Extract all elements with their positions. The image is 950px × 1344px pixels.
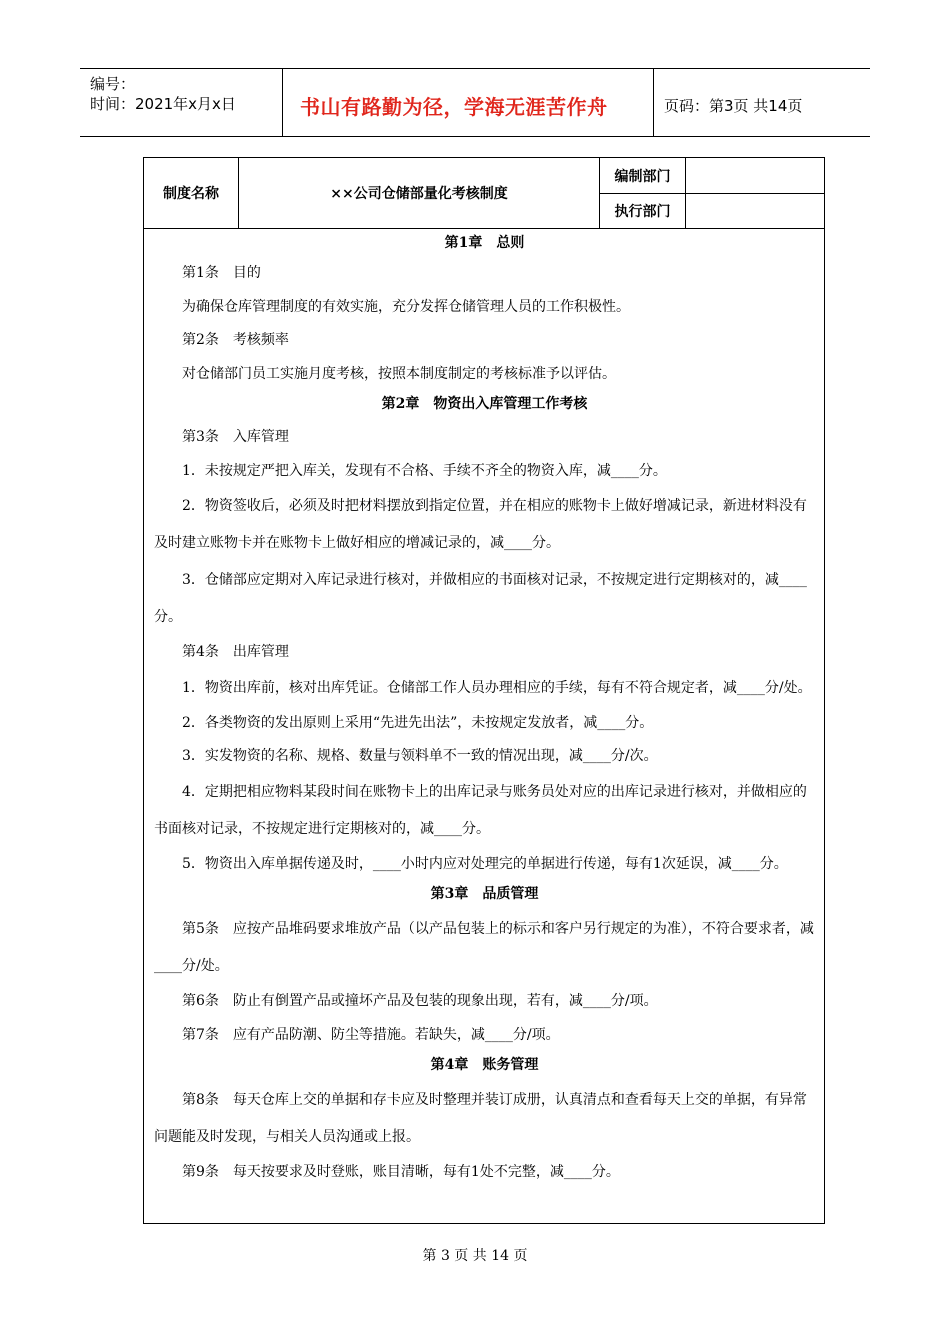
article-paragraph: 4．定期把相应物料某段时间在账物卡上的出库记录与账务员处对应的出库记录进行核对，并做相应的书面核对记录，不按规定进行定期核对的，减____分。	[154, 783, 807, 837]
article-paragraph: 1．物资出库前，核对出库凭证。仓储部工作人员办理相应的手续，每有不符合规定者，减____分/处。	[182, 679, 812, 696]
document-date: 时间：2021年x月x日	[90, 95, 236, 113]
header-info-cell	[80, 69, 283, 136]
article-line: 第3条 入库管理	[182, 429, 289, 445]
article-paragraph: 第8条 每天仓库上交的单据和存卡应及时整理并装订成册，认真清点和查看每天上交的单据，有异常问题能及时发现，与相关人员沟通或上报。	[154, 1092, 807, 1145]
article-line: 第7条 应有产品防潮、防尘等措施。若缺失，减____分/项。	[182, 1026, 560, 1043]
header-page-cell	[654, 69, 870, 136]
article-line: 第4条 出库管理	[182, 644, 289, 660]
article-line: 为确保仓库管理制度的有效实施，充分发挥仓储管理人员的工作积极性。	[182, 298, 630, 315]
article-line: 3．实发物资的名称、规格、数量与领料单不一致的情况出现，减____分/次。	[182, 748, 658, 764]
compiling-dept-value	[686, 158, 824, 194]
article-line: 第1条 目的	[182, 265, 261, 281]
regulation-body	[144, 229, 824, 1190]
header-page-info: 页码：第3页 共14页	[664, 97, 803, 115]
article-paragraph: 2．物资签收后，必须及时把材料摆放到指定位置，并在相应的账物卡上做好增减记录，新进材料没有及时建立账物卡并在账物卡上做好相应的增减记录的，减____分。	[154, 498, 807, 551]
executing-dept-label: 执行部门	[600, 194, 686, 229]
article-paragraph: 第5条 应按产品堆码要求堆放产品（以产品包装上的标示和客户另行规定的为准），不符合要求者，减____分/处。	[154, 921, 814, 974]
compiling-dept-label: 编制部门	[600, 158, 686, 194]
regulation-title: ××公司仓储部量化考核制度	[239, 158, 600, 229]
article-line: 5．物资出入库单据传递及时，____小时内应对处理完的单据进行传递，每有1次延误，减____分。	[182, 855, 788, 872]
article-line: 第2条 考核频率	[182, 332, 289, 348]
header-motto-cell	[282, 69, 654, 136]
regulation-table	[143, 157, 825, 1224]
chapter-heading: 第4章 账务管理	[430, 1057, 539, 1073]
article-paragraph: 3．仓储部应定期对入库记录进行核对，并做相应的书面核对记录，不按规定进行定期核对的，减____分。	[154, 572, 807, 625]
article-line: 第9条 每天按要求及时登账，账目清晰，每有1处不完整，减____分。	[182, 1164, 620, 1180]
page-footer: 第 3 页 共 14 页	[422, 1248, 528, 1264]
article-line: 1．未按规定严把入库关，发现有不合格、手续不齐全的物资入库，减____分。	[182, 462, 667, 479]
regulation-name-label: 制度名称	[144, 158, 239, 229]
executing-dept-value	[686, 194, 824, 229]
document-number-label: 编号：	[90, 75, 136, 93]
motto-text: 书山有路勤为径，学海无涯苦作舟	[300, 95, 608, 119]
chapter-heading: 第3章 品质管理	[430, 886, 539, 902]
article-line: 第6条 防止有倒置产品或撞坏产品及包装的现象出现，若有，减____分/项。	[182, 993, 658, 1009]
chapter-heading: 第1章 总则	[444, 235, 525, 251]
article-line: 2．各类物资的发出原则上采用“先进先出法”，未按规定发放者，减____分。	[182, 714, 654, 731]
chapter-heading: 第2章 物资出入库管理工作考核	[381, 396, 588, 412]
article-line: 对仓储部门员工实施月度考核，按照本制度制定的考核标准予以评估。	[182, 365, 616, 382]
page-header	[80, 68, 870, 137]
